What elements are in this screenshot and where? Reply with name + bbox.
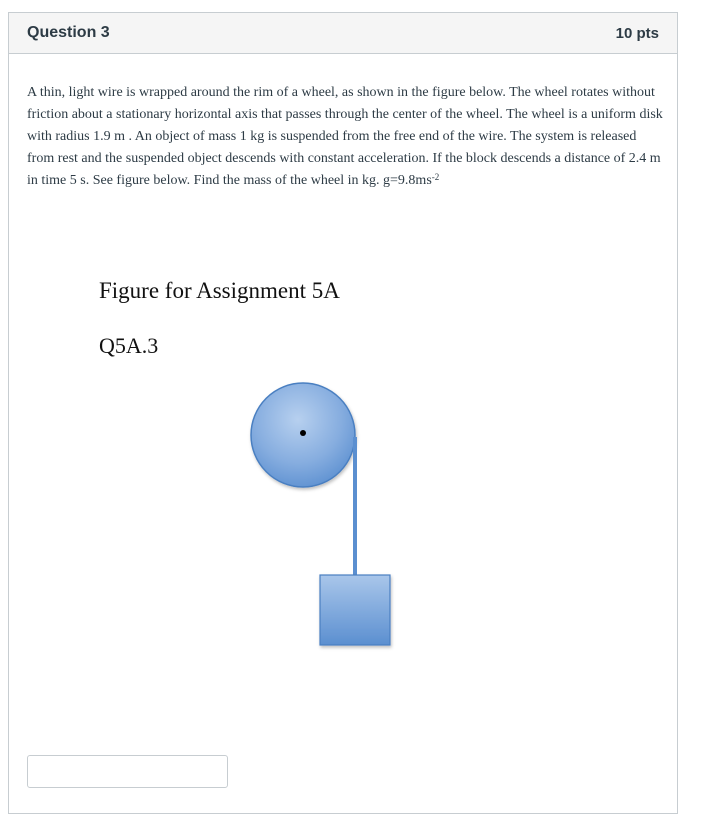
- wheel-axle: [300, 430, 306, 436]
- question-text-main: A thin, light wire is wrapped around the rim of a wheel, as shown in the figure below. The wheel rotates without friction about a stationary horizontal axis that passes through the center of the wheel. The wheel is a uniform disk with radius 1.9 m . An object of mass 1 kg is suspended from the free end of the wire. The system is released from rest and the suspended object descends with constant acceleration. If the block descends a distance of 2.4 m in time 5 s. See figure below. Find the mass of the wheel in kg. g=9.8ms: [27, 85, 663, 188]
- exponent: -2: [431, 172, 440, 182]
- figure-title: Figure for Assignment 5A: [99, 278, 340, 303]
- answer-input[interactable]: [27, 755, 228, 788]
- hanging-block: [320, 575, 390, 645]
- wheel-block-figure: [9, 13, 679, 815]
- figure-subtitle: Q5A.3: [99, 333, 159, 358]
- question-card: [8, 12, 678, 814]
- question-title: Question 3: [27, 24, 110, 41]
- question-points: 10 pts: [615, 24, 659, 42]
